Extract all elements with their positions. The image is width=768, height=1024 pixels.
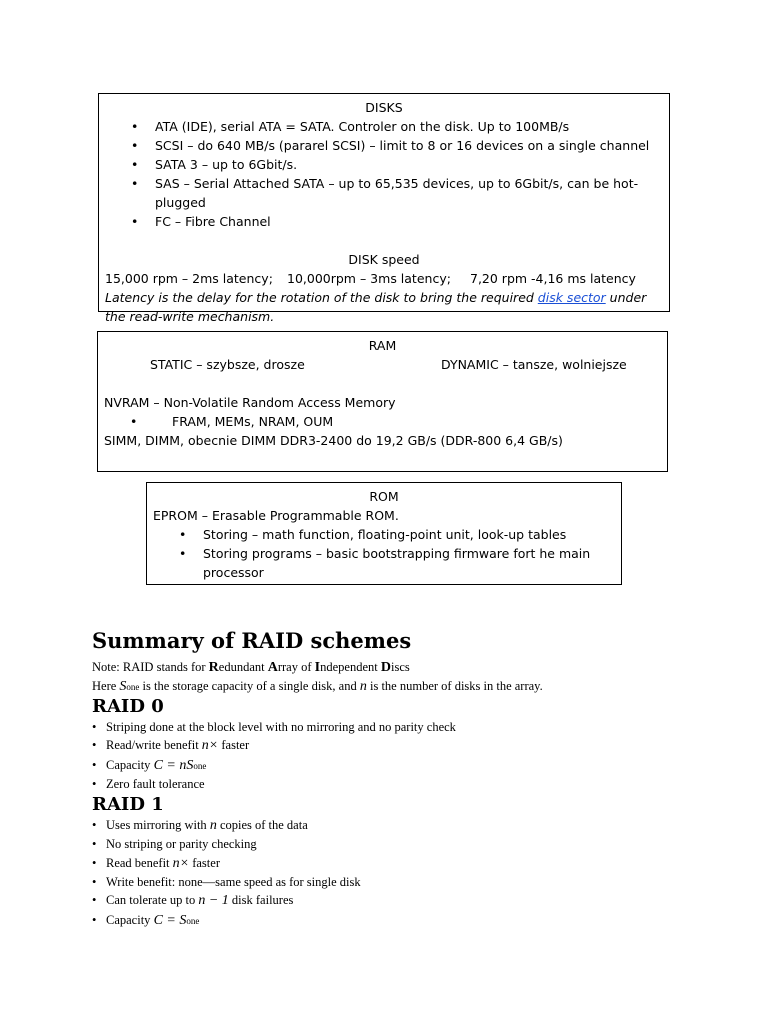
def-text: Here: [92, 679, 120, 693]
raid-heading: Summary of RAID schemes: [92, 628, 412, 653]
def-text: is the storage capacity of a single disk, and: [139, 679, 360, 693]
rom-box: [146, 482, 622, 585]
latency-note: [105, 288, 663, 326]
nvram-line: NVRAM – Non-Volatile Random Access Memory: [104, 395, 396, 410]
speed-7200: 7,20 rpm -4,16 ms latency: [470, 271, 636, 286]
raid0-item: [92, 756, 692, 775]
rom-item: • Storing programs – basic bootstrapping firmware fort he main processor: [153, 544, 615, 582]
raid1-item: [92, 891, 692, 910]
disk-speed-row: [105, 269, 663, 288]
spacer: [105, 231, 663, 250]
raid1-item: [92, 911, 692, 930]
simm-line: SIMM, DIMM, obecnie DIMM DDR3-2400 do 19,2 GB/s (DDR-800 6,4 GB/s): [104, 433, 563, 448]
math-n: n: [359, 679, 367, 694]
raid1-item: • No striping or parity checking: [92, 835, 692, 853]
disk-sector-link[interactable]: disk sector: [537, 290, 606, 305]
note-text: ndependent: [320, 660, 381, 674]
def-text: is the number of disks in the array.: [366, 679, 543, 693]
item-text: Capacity: [106, 912, 154, 927]
disk-speed-title: DISK speed: [348, 252, 420, 267]
disks-title: DISKS: [365, 100, 403, 115]
note-text: iscs: [390, 660, 410, 674]
rom-title: ROM: [369, 489, 399, 504]
item-text: faster: [189, 855, 220, 870]
raid1-item: [92, 854, 692, 873]
raid-note: [92, 658, 692, 677]
note-cap: R: [208, 660, 219, 675]
spacer: [104, 374, 661, 393]
math-expr: C = S: [153, 912, 187, 928]
ram-box: [97, 331, 668, 472]
raid1-item: [92, 816, 692, 835]
raid1-heading: RAID 1: [92, 794, 164, 816]
disk-item: • ATA (IDE), serial ATA = SATA. Controler on the disk. Up to 100MB/s: [105, 117, 663, 136]
note-text: Note: RAID stands for: [92, 660, 209, 674]
disk-item: • FC – Fibre Channel: [105, 212, 663, 231]
math-expr: C = nS: [153, 757, 194, 773]
disk-item: • SAS – Serial Attached SATA – up to 65,535 devices, up to 6Gbit/s, can be hot-plugged: [105, 174, 663, 212]
item-text: Read/write benefit: [106, 738, 202, 753]
raid1-list: [92, 816, 692, 930]
math-S: S: [119, 679, 127, 694]
raid0-heading: RAID 0: [92, 696, 164, 717]
raid-summary: [92, 628, 692, 931]
note-cap: A: [267, 660, 278, 675]
disk-item: • SATA 3 – up to 6Gbit/s.: [105, 155, 663, 174]
rom-item: • Storing – math function, floating-point unit, look-up tables: [153, 525, 615, 544]
item-text: Can tolerate up to: [106, 893, 199, 908]
latency-text-end: under the read-write mechanism.: [105, 290, 647, 324]
item-text: Uses mirroring with: [106, 818, 210, 833]
note-text: rray of: [277, 660, 315, 674]
math-sub: one: [186, 915, 200, 926]
math-expr: n − 1: [198, 893, 229, 909]
raid0-list: [92, 718, 692, 793]
speed-10000: 10,000rpm – 3ms latency;: [287, 271, 451, 286]
speed-15000: 15,000 rpm – 2ms latency;: [105, 271, 273, 286]
item-text: Capacity: [106, 757, 154, 772]
item-text: disk failures: [228, 893, 294, 908]
item-text: Read benefit: [106, 855, 173, 870]
note-cap: I: [314, 660, 321, 675]
ram-types-row: [104, 355, 661, 374]
nvram-item: • FRAM, MEMs, NRAM, OUM: [104, 412, 661, 431]
math-sub: one: [193, 760, 207, 771]
math-sub: one: [126, 682, 140, 692]
raid-definitions: [92, 677, 692, 696]
disks-box: [98, 93, 670, 324]
raid0-item: • Striping done at the block level with no mirroring and no parity check: [92, 718, 692, 736]
rom-list: [153, 525, 615, 582]
ram-title: RAM: [368, 338, 397, 353]
item-text: copies of the data: [216, 818, 308, 833]
math-n: n: [209, 818, 217, 834]
latency-text-start: Latency is the delay for the rotation of the disk to bring the required: [105, 290, 538, 305]
raid0-item: [92, 736, 692, 755]
note-text: edundant: [218, 660, 268, 674]
nvram-list: [104, 412, 661, 431]
math-expr: n×: [172, 855, 190, 871]
math-expr: n×: [201, 738, 219, 754]
note-cap: D: [380, 660, 391, 675]
ram-static: STATIC – szybsze, drosze: [150, 357, 305, 372]
item-text: faster: [218, 738, 250, 753]
raid0-item: • Zero fault tolerance: [92, 775, 692, 793]
disk-item: • SCSI – do 640 MB/s (pararel SCSI) – limit to 8 or 16 devices on a single channel: [105, 136, 663, 155]
ram-dynamic: DYNAMIC – tansze, wolniejsze: [441, 357, 627, 372]
disks-list: [105, 117, 663, 231]
eprom-line: EPROM – Erasable Programmable ROM.: [153, 508, 399, 523]
raid1-item: • Write benefit: none—same speed as for single disk: [92, 873, 692, 891]
